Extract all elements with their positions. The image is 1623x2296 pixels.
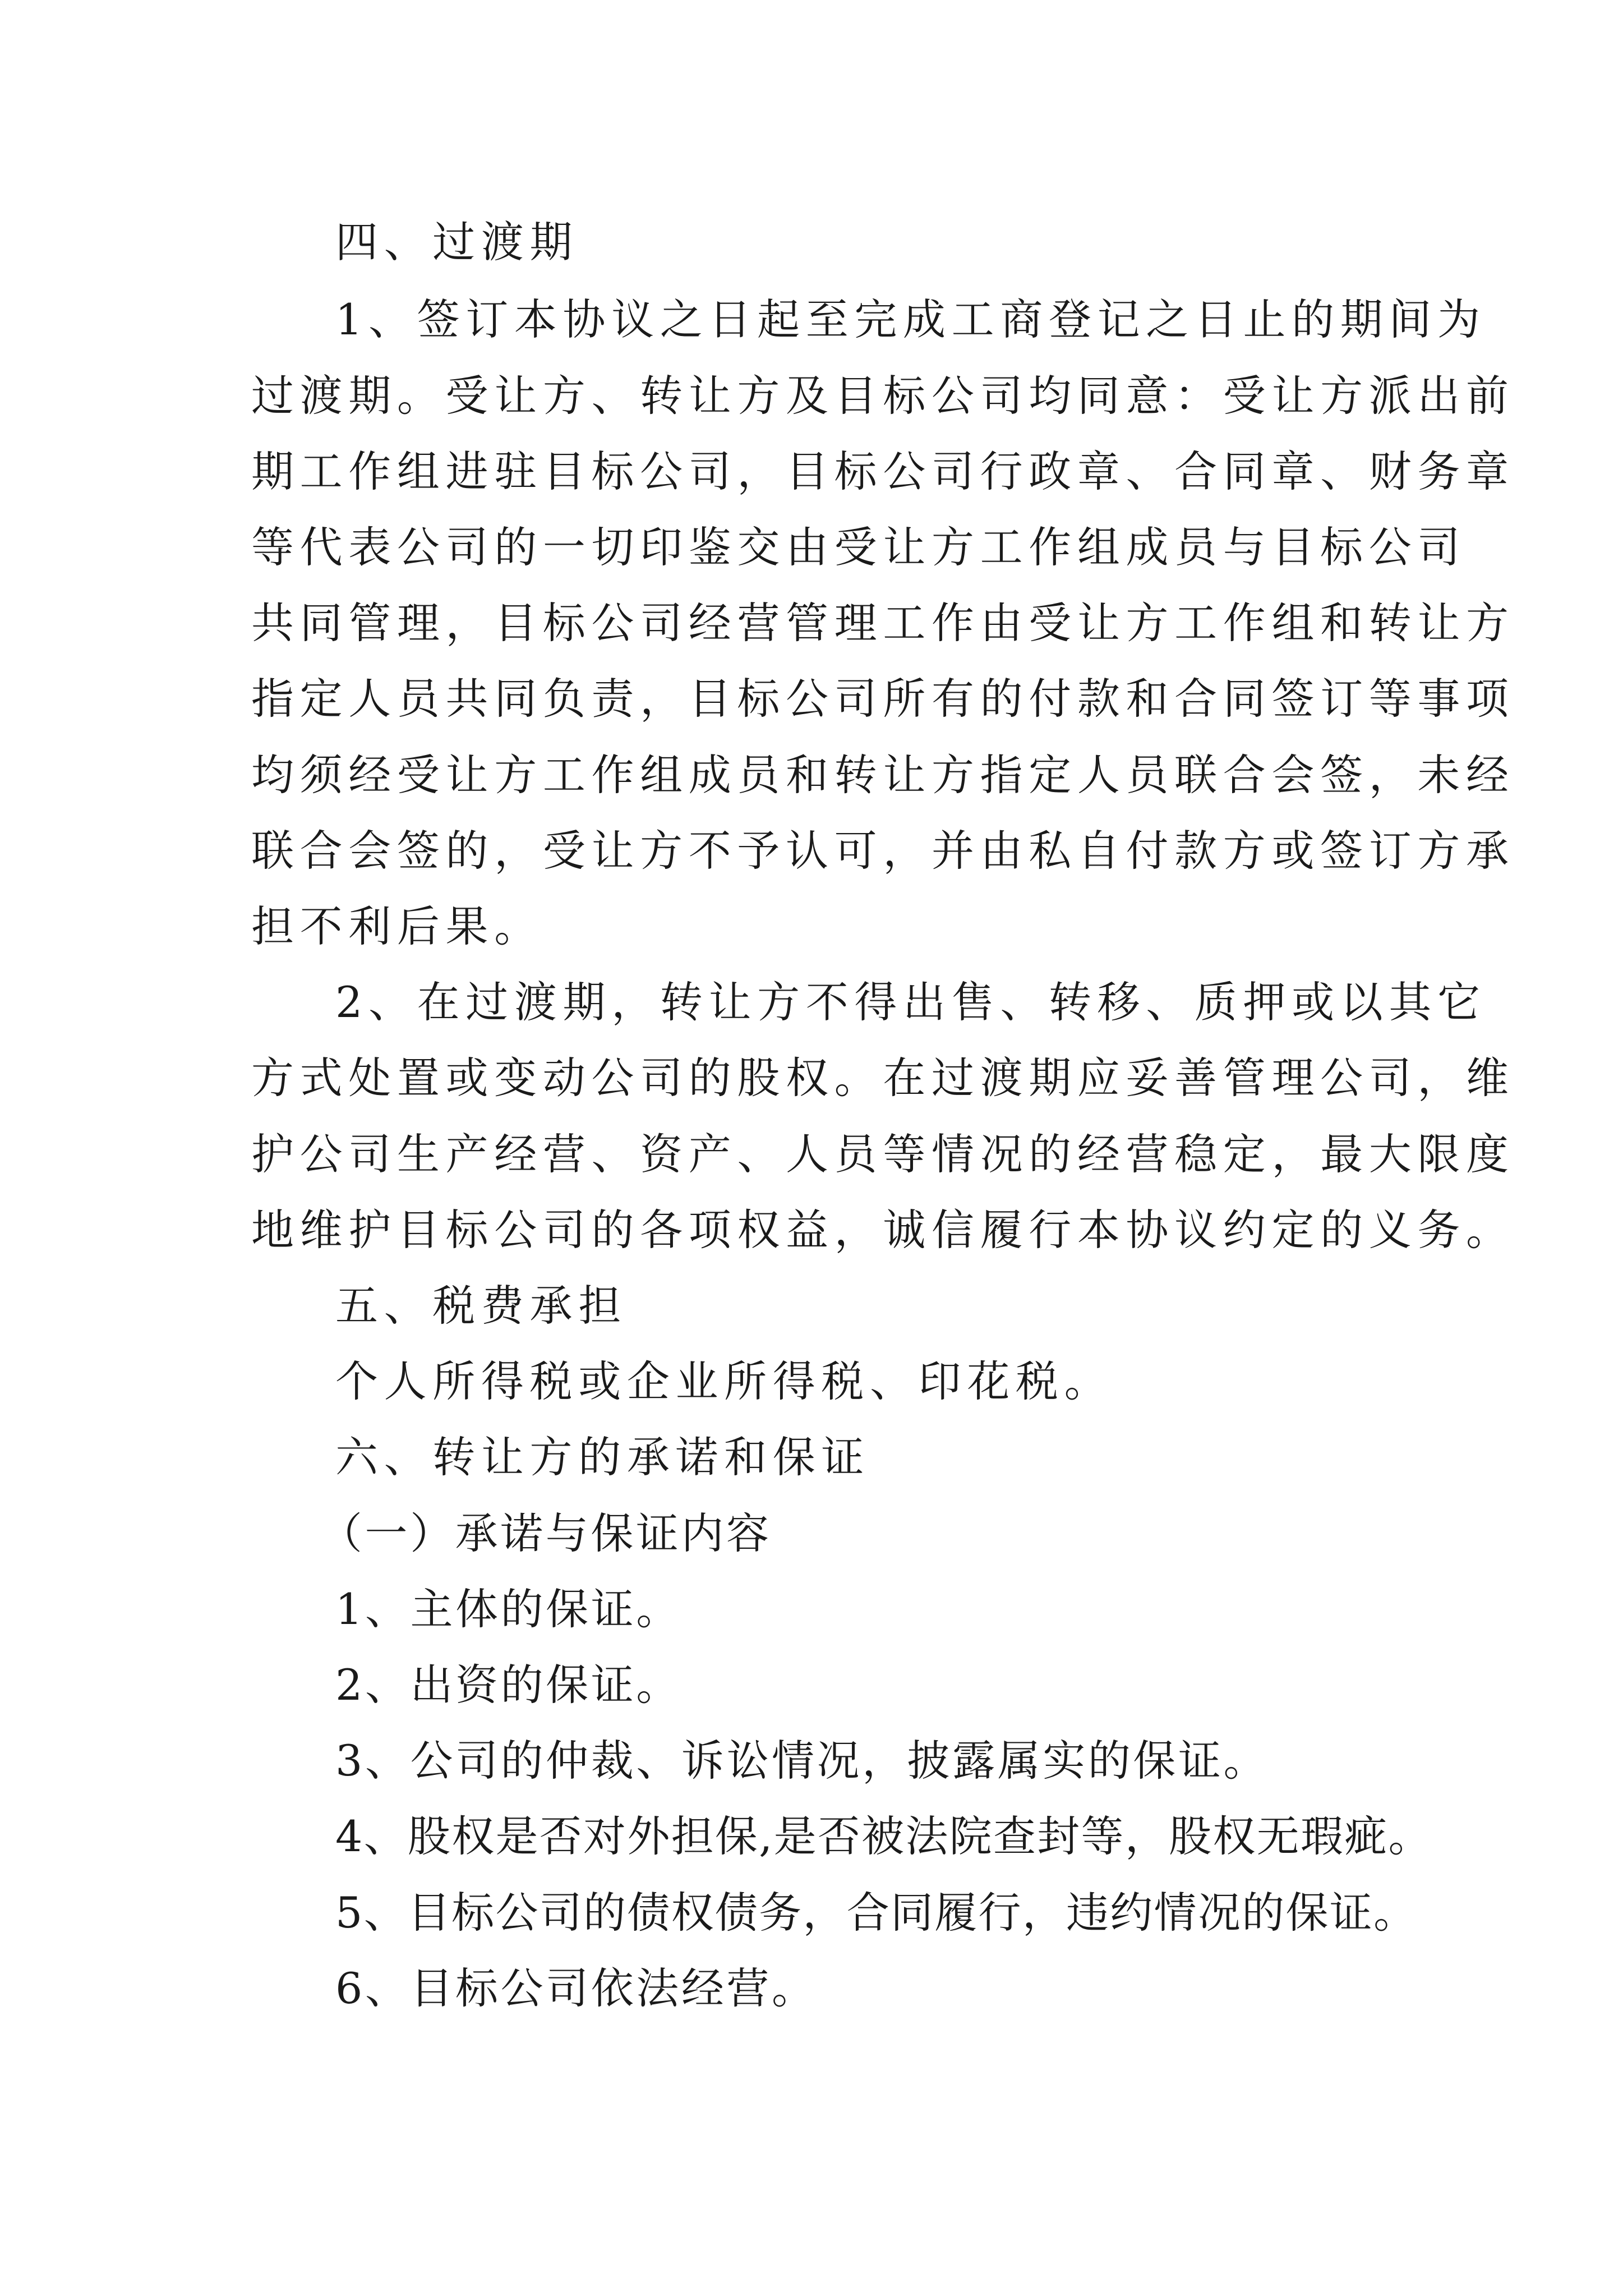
list-item: 4、股权是否对外担保,是否被法院查封等，股权无瑕疵。 [335,1811,1432,1861]
paragraph-line: 地维护目标公司的各项权益，诚信履行本协议约定的义务。 [251,1205,1515,1255]
paragraph-line: 均须经受让方工作组成员和转让方指定人员联合会签，未经 [251,750,1515,800]
paragraph-line: 2、在过渡期，转让方不得出售、转移、质押或以其它 [335,977,1486,1027]
paragraph-line: 个人所得税或企业所得税、印花税。 [335,1356,1113,1406]
paragraph-line: 指定人员共同负责，目标公司所有的付款和合同签订等事项 [251,674,1515,724]
paragraph-line: 方式处置或变动公司的股权。在过渡期应妥善管理公司，维 [251,1053,1515,1103]
paragraph-line: 护公司生产经营、资产、人员等情况的经营稳定，最大限度 [251,1129,1515,1179]
subsection-heading: （一）承诺与保证内容 [320,1508,772,1558]
paragraph-line: 过渡期。受让方、转让方及目标公司均同意：受让方派出前 [251,371,1515,421]
list-item: 3、公司的仲裁、诉讼情况，披露属实的保证。 [335,1736,1269,1786]
section-heading-transition-period: 四、过渡期 [335,217,579,267]
paragraph-line: 共同管理，目标公司经营管理工作由受让方工作组和转让方 [251,598,1515,648]
list-item: 5、目标公司的债权债务，合同履行，违约情况的保证。 [335,1888,1418,1938]
list-item: 6、目标公司依法经营。 [335,1963,817,2013]
list-item: 1、主体的保证。 [335,1584,681,1634]
paragraph-line: 等代表公司的一切印鉴交由受让方工作组成员与目标公司 [251,522,1466,572]
section-heading-commitments: 六、转让方的承诺和保证 [335,1432,870,1482]
section-heading-taxes: 五、税费承担 [335,1281,627,1331]
paragraph-line: 期工作组进驻目标公司，目标公司行政章、合同章、财务章 [251,447,1515,496]
list-item: 2、出资的保证。 [335,1660,681,1710]
paragraph-line: 联合会签的，受让方不予认可，并由私自付款方或签订方承 [251,826,1515,876]
paragraph-line: 担不利后果。 [251,901,543,951]
paragraph-line: 1、签订本协议之日起至完成工商登记之日止的期间为 [335,295,1486,344]
